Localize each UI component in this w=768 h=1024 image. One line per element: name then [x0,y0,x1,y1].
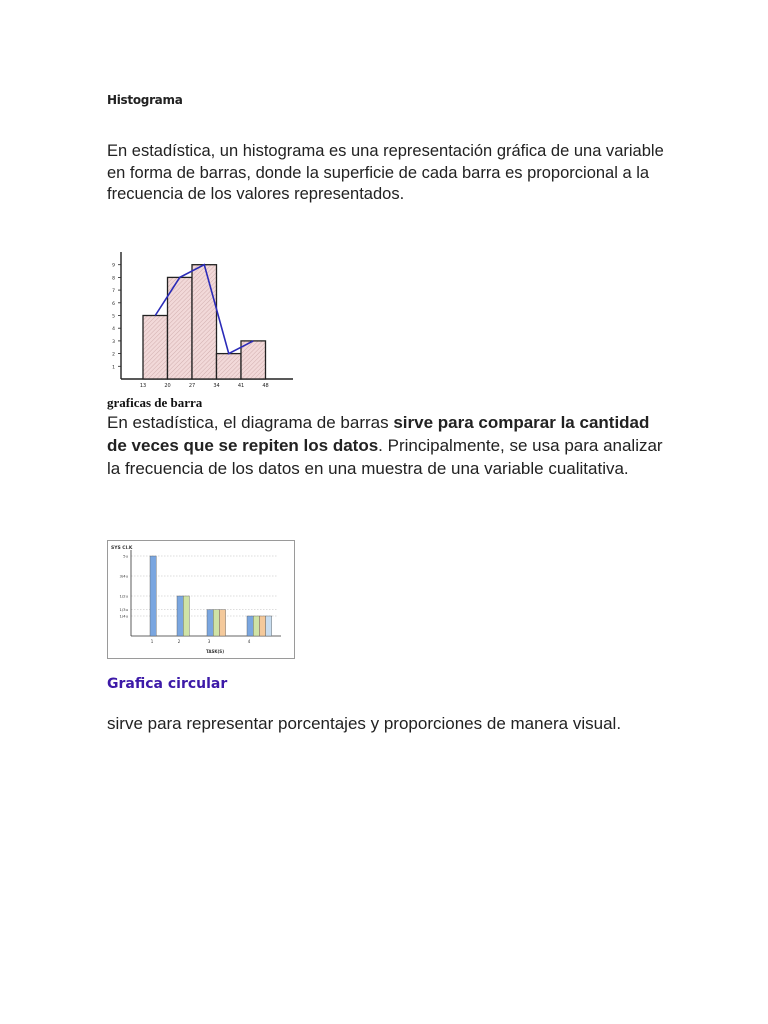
x-tick-label: 13 [139,383,147,389]
bar-chart-caption: graficas de barra [107,395,203,410]
bar [219,610,225,636]
histogram-bar [241,341,266,379]
y-tick-label: 9 [112,263,115,269]
bar [247,616,253,636]
y-tick-label: 5u [123,553,128,559]
x-axis-label: TASK(S) [205,649,225,654]
x-tick-label: 48 [262,383,269,389]
bar [266,616,272,636]
y-tick-label: 4 [112,327,115,333]
y-tick-label: 2 [112,352,115,358]
x-tick-label: 27 [188,383,196,389]
x-tick-label: 2 [177,639,181,644]
bar-description-end: . Principalmente, se usa para analizar la frecuencia de los datos en una muestra de una variable cualitativa. [107,436,663,478]
x-tick-label: 1 [150,639,154,644]
bar-chart-figure [107,540,295,659]
bar [150,556,156,636]
pie-chart-description: sirve para representar porcentajes y proporciones de manera visual. [107,714,622,733]
y-axis-label: SYS Cl.K [111,546,133,551]
y-tick-label: 1/2u [119,593,128,599]
y-tick-label: 8 [112,276,115,282]
bar-description-start: En estadística, el diagrama de barras [107,413,394,432]
pie-chart-heading: Grafica circular [107,676,228,692]
histogram-bar [143,316,168,380]
y-tick-label: 3 [112,339,115,345]
bar [253,616,259,636]
y-tick-label: 1/4u [119,613,128,619]
histogram-bar [192,265,217,379]
bar [207,610,213,636]
histogram-bar [217,354,242,379]
bar [213,610,219,636]
histogram-heading: Histograma [107,93,183,107]
x-tick-label: 41 [237,383,245,389]
y-tick-label: 6 [112,301,115,307]
x-tick-label: 34 [213,383,220,389]
y-tick-label: 3/4u [119,573,128,579]
histogram-chart [107,250,297,392]
bar [259,616,265,636]
y-tick-label: 5 [112,314,115,320]
y-tick-label: 1/3u [119,607,128,613]
y-tick-label: 1 [112,365,115,371]
histogram-description: En estadística, un histograma es una representación gráfica de una variable en forma de barras, donde la superficie de cada barra es proporcional a la frecuencia de los valores representados. [107,142,664,203]
y-tick-label: 7 [112,289,115,295]
bar-description-bold: sirve para comparar la cantidad de veces que se repiten los datos [107,413,650,455]
x-tick-label: 20 [164,383,171,389]
histogram-bar [168,277,193,379]
x-tick-label: 3 [207,639,211,644]
bar [177,596,183,636]
x-tick-label: 4 [247,639,251,644]
bar [183,596,189,636]
bar-chart-description [107,411,667,480]
